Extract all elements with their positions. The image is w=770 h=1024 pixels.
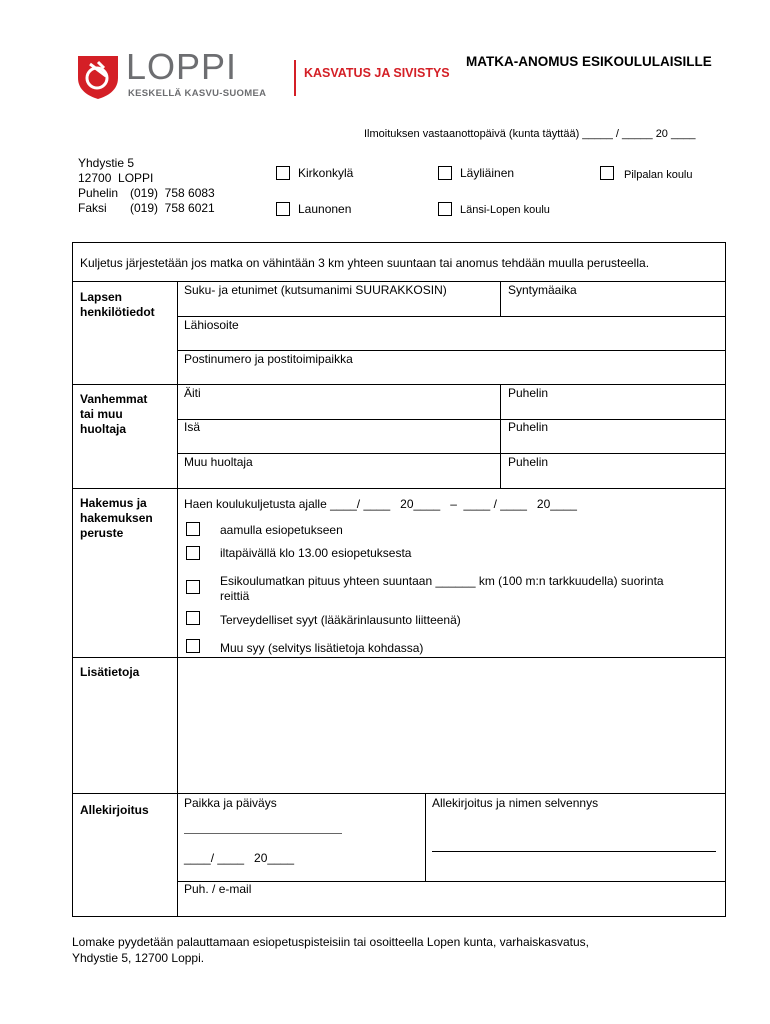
school-checkbox-launonen[interactable]	[276, 202, 290, 216]
child-address-field[interactable]: Lähiosoite	[184, 318, 239, 332]
reason-checkbox-distance[interactable]	[186, 580, 200, 594]
other-guardian-name-field[interactable]: Muu huoltaja	[184, 455, 253, 469]
mother-name-field[interactable]: Äiti	[184, 386, 201, 400]
signature-name-label: Allekirjoitus ja nimen selvennys	[432, 796, 599, 810]
reason-label-morning: aamulla esiopetukseen	[220, 523, 343, 537]
received-date-line[interactable]: Ilmoituksen vastaanottopäivä (kunta täyttää) _____ / _____ 20 ____	[364, 128, 696, 140]
place-date-label: Paikka ja päiväys	[184, 796, 277, 810]
father-phone-field[interactable]: Puhelin	[508, 420, 549, 434]
school-checkbox-pilpala[interactable]	[600, 166, 614, 180]
signature-heading: Allekirjoitus	[80, 803, 149, 817]
return-instructions: Lomake pyydetään palauttamaan esiopetuspisteisiin tai osoitteella Lopen kunta, varhaiskasvatus, Yhdystie 5, 12700 Loppi.	[72, 935, 589, 965]
school-label-launonen: Launonen	[298, 202, 352, 216]
child-name-field[interactable]: Suku- ja etunimet (kutsumanimi SUURAKKOSIN)	[184, 283, 447, 297]
mother-phone-field[interactable]: Puhelin	[508, 386, 549, 400]
reason-checkbox-morning[interactable]	[186, 522, 200, 536]
phone-number: (019) 758 6083	[130, 186, 215, 200]
reason-label-afternoon: iltapäivällä klo 13.00 esiopetuksesta	[220, 546, 412, 560]
transport-period-field[interactable]: Haen koulukuljetusta ajalle ____/ ____ 20____ – ____ / ____ 20____	[184, 497, 577, 511]
child-birthdate-field[interactable]: Syntymäaika	[508, 283, 577, 297]
reason-section-heading: Hakemus ja hakemuksen peruste	[80, 496, 153, 540]
loppi-crest-icon	[76, 54, 120, 100]
guardians-section-heading: Vanhemmat tai muu huoltaja	[80, 392, 148, 436]
transport-rule-text: Kuljetus järjestetään jos matka on vähintään 3 km yhteen suuntaan tai anomus tehdään muulla perusteella.	[80, 256, 650, 270]
address-street: Yhdystie 5	[78, 156, 135, 170]
school-label-lansi-lopen: Länsi-Lopen koulu	[460, 204, 550, 216]
reason-label-other: Muu syy (selvitys lisätietoja kohdassa)	[220, 641, 424, 655]
address-postal: 12700 LOPPI	[78, 171, 154, 185]
school-label-pilpala: Pilpalan koulu	[624, 169, 693, 181]
school-label-laylianen: Läyliäinen	[460, 166, 515, 180]
reason-checkbox-health[interactable]	[186, 611, 200, 625]
department-name: KASVATUS JA SIVISTYS	[304, 66, 450, 80]
signature-field-line[interactable]	[432, 851, 716, 852]
place-field-line[interactable]	[184, 833, 342, 834]
fax-number: (019) 758 6021	[130, 201, 215, 215]
logo-tagline: KESKELLÄ KASVU-SUOMEA	[128, 88, 267, 99]
phone-label: Puhelin	[78, 186, 119, 200]
school-checkbox-kirkonkyla[interactable]	[276, 166, 290, 180]
logo-divider	[294, 60, 296, 96]
extra-info-heading: Lisätietoja	[80, 665, 140, 679]
reason-label-health: Terveydelliset syyt (lääkärinlausunto liitteenä)	[220, 613, 461, 627]
reason-checkbox-other[interactable]	[186, 639, 200, 653]
school-checkbox-laylianen[interactable]	[438, 166, 452, 180]
school-checkbox-lansi-lopen[interactable]	[438, 202, 452, 216]
child-section-heading: Lapsen henkilötiedot	[80, 290, 155, 319]
date-field[interactable]: ____/ ____ 20____	[184, 851, 295, 865]
contact-field[interactable]: Puh. / e-mail	[184, 882, 252, 896]
other-guardian-phone-field[interactable]: Puhelin	[508, 455, 549, 469]
child-postal-field[interactable]: Postinumero ja postitoimipaikka	[184, 352, 353, 366]
fax-label: Faksi	[78, 201, 107, 215]
logo-name: LOPPI	[126, 46, 238, 87]
form-title: MATKA-ANOMUS ESIKOULULAISILLE	[466, 54, 712, 69]
reason-label-distance: Esikoulumatkan pituus yhteen suuntaan ______ km (100 m:n tarkkuudella) suorinta reittiä	[220, 574, 664, 603]
loppi-logo	[76, 46, 286, 102]
school-label-kirkonkyla: Kirkonkylä	[298, 166, 354, 180]
address-block	[78, 156, 215, 216]
extra-info-textarea[interactable]	[180, 660, 720, 790]
reason-checkbox-afternoon[interactable]	[186, 546, 200, 560]
father-name-field[interactable]: Isä	[184, 420, 201, 434]
